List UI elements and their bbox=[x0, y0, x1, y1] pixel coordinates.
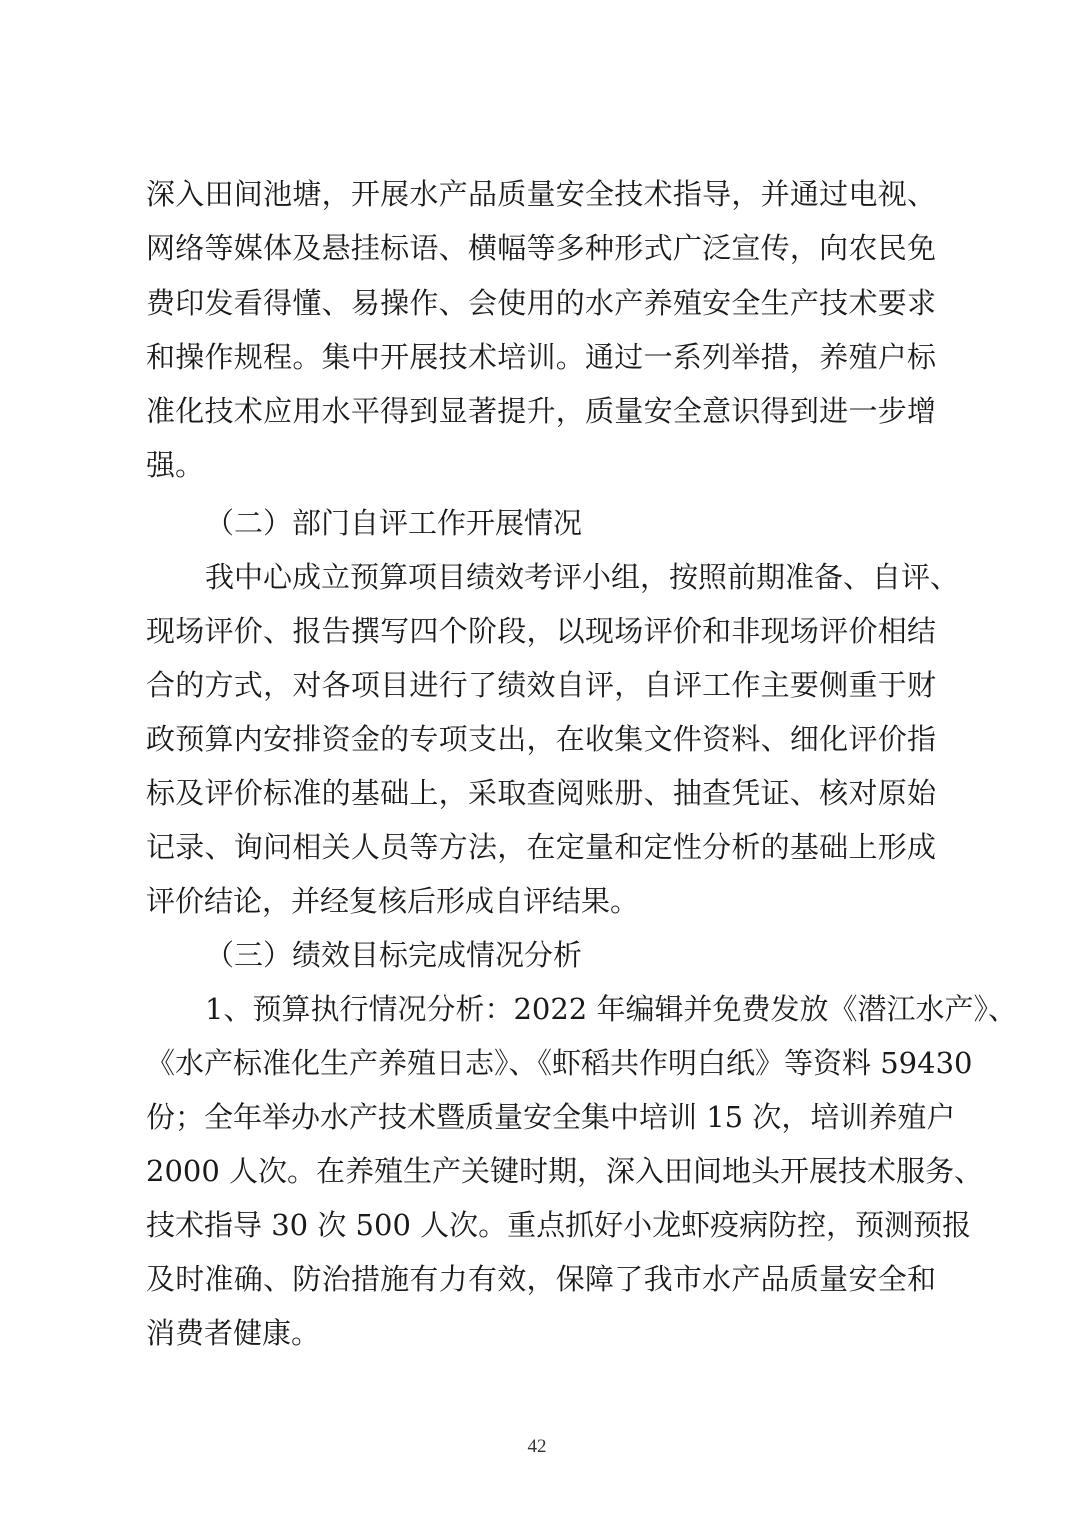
paragraph-3-line-2: 《水产标准化生产养殖日志》、《虾稻共作明白纸》等资料 59430 bbox=[146, 1046, 973, 1080]
paragraph-3-line-3: 份；全年举办水产技术暨质量安全集中培训 15 次，培训养殖户 bbox=[146, 1100, 956, 1134]
paragraph-2-line-7: 评价结论，并经复核后形成自评结果。 bbox=[146, 884, 640, 918]
paragraph-2-line-1: 我中心成立预算项目绩效考评小组，按照前期准备、自评、 bbox=[205, 560, 960, 594]
paragraph-1-line-2: 网络等媒体及悬挂标语、横幅等多种形式广泛宣传，向农民免 bbox=[146, 231, 936, 265]
section-heading-3: （三）绩效目标完成情况分析 bbox=[205, 938, 583, 972]
paragraph-1-line-6: 强。 bbox=[146, 448, 205, 482]
paragraph-3-line-1: 1、预算执行情况分析：2022 年编辑并免费发放《潜江水产》、 bbox=[205, 992, 1017, 1026]
paragraph-1-line-1: 深入田间池塘，开展水产品质量安全技术指导，并通过电视、 bbox=[146, 177, 936, 211]
paragraph-3-line-4: 2000 人次。在养殖生产关键时期，深入田间地头开展技术服务、 bbox=[146, 1154, 984, 1188]
paragraph-2-line-6: 记录、询问相关人员等方法，在定量和定性分析的基础上形成 bbox=[146, 830, 936, 864]
paragraph-2-line-3: 合的方式，对各项目进行了绩效自评，自评工作主要侧重于财 bbox=[146, 668, 936, 702]
page-number: 42 bbox=[527, 1436, 547, 1457]
paragraph-3-line-7: 消费者健康。 bbox=[146, 1316, 321, 1350]
paragraph-3-line-5: 技术指导 30 次 500 人次。重点抓好小龙虾疫病防控，预测预报 bbox=[146, 1208, 972, 1242]
paragraph-1-line-5: 准化技术应用水平得到显著提升，质量安全意识得到进一步增 bbox=[146, 394, 936, 428]
paragraph-2-line-5: 标及评价标准的基础上，采取查阅账册、抽查凭证、核对原始 bbox=[146, 776, 936, 810]
paragraph-2-line-4: 政预算内安排资金的专项支出，在收集文件资料、细化评价指 bbox=[146, 722, 936, 756]
paragraph-3-line-6: 及时准确、防治措施有力有效，保障了我市水产品质量安全和 bbox=[146, 1262, 936, 1296]
paragraph-2-line-2: 现场评价、报告撰写四个阶段，以现场评价和非现场评价相结 bbox=[146, 614, 936, 648]
paragraph-1-line-3: 费印发看得懂、易操作、会使用的水产养殖安全生产技术要求 bbox=[146, 286, 936, 320]
paragraph-1-line-4: 和操作规程。集中开展技术培训。通过一系列举措，养殖户标 bbox=[146, 340, 936, 374]
section-heading-2: （二）部门自评工作开展情况 bbox=[205, 506, 583, 540]
